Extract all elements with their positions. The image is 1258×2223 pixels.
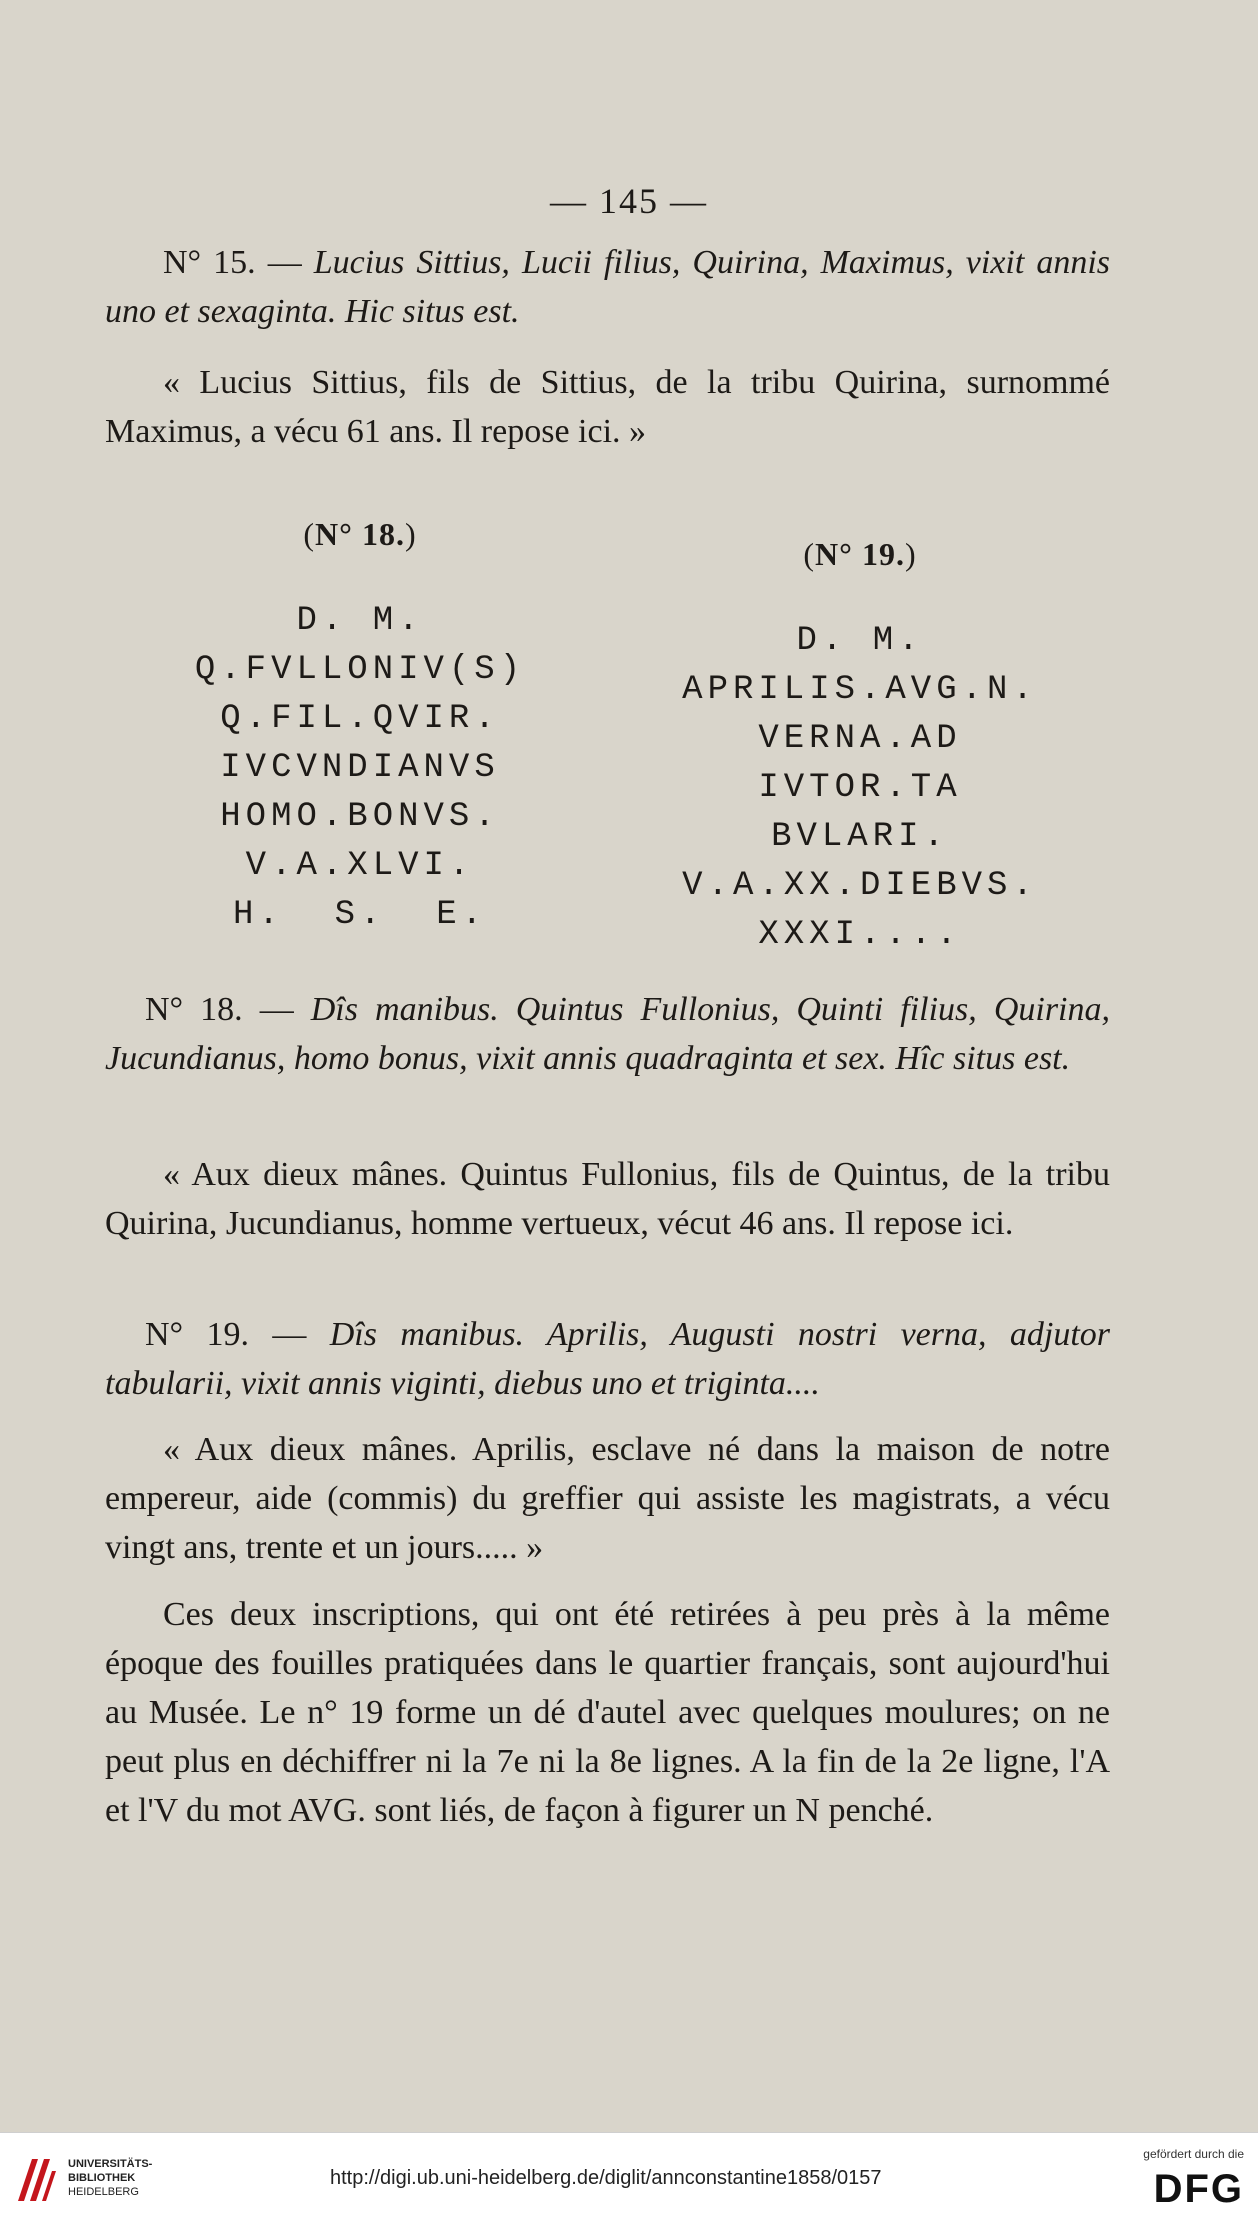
paragraph-no15-latin (105, 238, 1110, 336)
inscription-18-line-3: Q.FIL.QVIR. (220, 700, 500, 738)
inscription-19-line-4: IVTOR.TA (758, 769, 962, 807)
inscription-19-line-5: BVLARI. (771, 818, 949, 856)
no19-latin-text: Dîs manibus. Aprilis, Augusti nostri verna, adjutor tabularii, vixit annis viginti, diebus uno et triginta.... (105, 1316, 1110, 1402)
inscription-18-line-7: H. S. E. (232, 896, 488, 934)
paragraph-no19-french: « Aux dieux mânes. Aprilis, esclave né dans la maison de notre empereur, aide (commis) du greffier qui assiste les magistrats, a vécu vingt ans, trente et un jours..... » (105, 1431, 1110, 1566)
paragraph-closing: Ces deux inscriptions, qui ont été retirées à peu près à la même époque des fouilles pratiquées dans le quartier français, sont aujourd'hui au Musée. Le n° 19 forme un dé d'autel avec quelques moulures; on ne peut plus en déchiffrer ni la 7e ni la 8e lignes. A la fin de la 2e ligne, l'A et l'V du mot AVG. sont liés, de façon à figurer un N penché. (105, 1596, 1110, 1829)
inscription-19-line-7: XXXI.... (758, 916, 962, 954)
inscription-19-line-2: APRILIS.AVG.N. (682, 671, 1038, 709)
inscription-18 (180, 510, 540, 940)
university-library-logo-icon (14, 2153, 58, 2205)
no18-latin-text: Dîs manibus. Quintus Fullonius, Quinti filius, Quirina, Jucundianus, homo bonus, vixit annis quadraginta et sex. Hîc situs est. (105, 991, 1110, 1077)
paragraph-no18-french: « Aux dieux mânes. Quintus Fullonius, fils de Quintus, de la tribu Quirina, Jucundianus, homme vertueux, vécut 46 ans. Il repose ici. (105, 1156, 1110, 1242)
footer-bar (0, 2132, 1258, 2223)
university-library-name: UNIVERSITÄTS- BIBLIOTHEK HEIDELBERG (68, 2158, 153, 2198)
inscription-19 (640, 530, 1080, 960)
inscription-19-header: (N° 19.) (803, 536, 917, 572)
dfg-logo: DFG (1153, 2167, 1244, 2211)
inscription-18-line-4: IVCVNDIANVS (220, 749, 500, 787)
inscription-18-line-5: HOMO.BONVS. (220, 798, 500, 836)
paragraph-no18-latin (105, 985, 1110, 1083)
inscription-19-line-1: D. M. (796, 622, 924, 660)
no15-label: N° 15. — (163, 244, 314, 281)
no19-label: N° 19. — (145, 1316, 330, 1353)
inscription-18-header: (N° 18.) (303, 516, 417, 552)
paragraph-no19-latin (105, 1310, 1110, 1408)
inscription-18-line-6: V.A.XLVI. (245, 847, 475, 885)
no15-latin-text: Lucius Sittius, Lucii filius, Quirina, Maximus, vixit annis uno et sexaginta. Hic situs est. (105, 244, 1110, 330)
inscription-19-line-6: V.A.XX.DIEBVS. (682, 867, 1038, 905)
funded-by-caption: gefördert durch die (1143, 2147, 1244, 2161)
permalink-url[interactable]: http://digi.ub.uni-heidelberg.de/diglit/annconstantine1858/0157 (330, 2167, 882, 2189)
page-number: — 145 — (550, 181, 708, 221)
inscription-18-line-2: Q.FVLLONIV(S) (194, 651, 526, 689)
inscription-19-line-3: VERNA.AD (758, 720, 962, 758)
inscription-18-line-1: D. M. (296, 602, 424, 640)
no18-label: N° 18. — (145, 991, 311, 1028)
paragraph-no15-french: « Lucius Sittius, fils de Sittius, de la tribu Quirina, surnommé Maximus, a vécu 61 ans. Il repose ici. » (105, 364, 1110, 450)
